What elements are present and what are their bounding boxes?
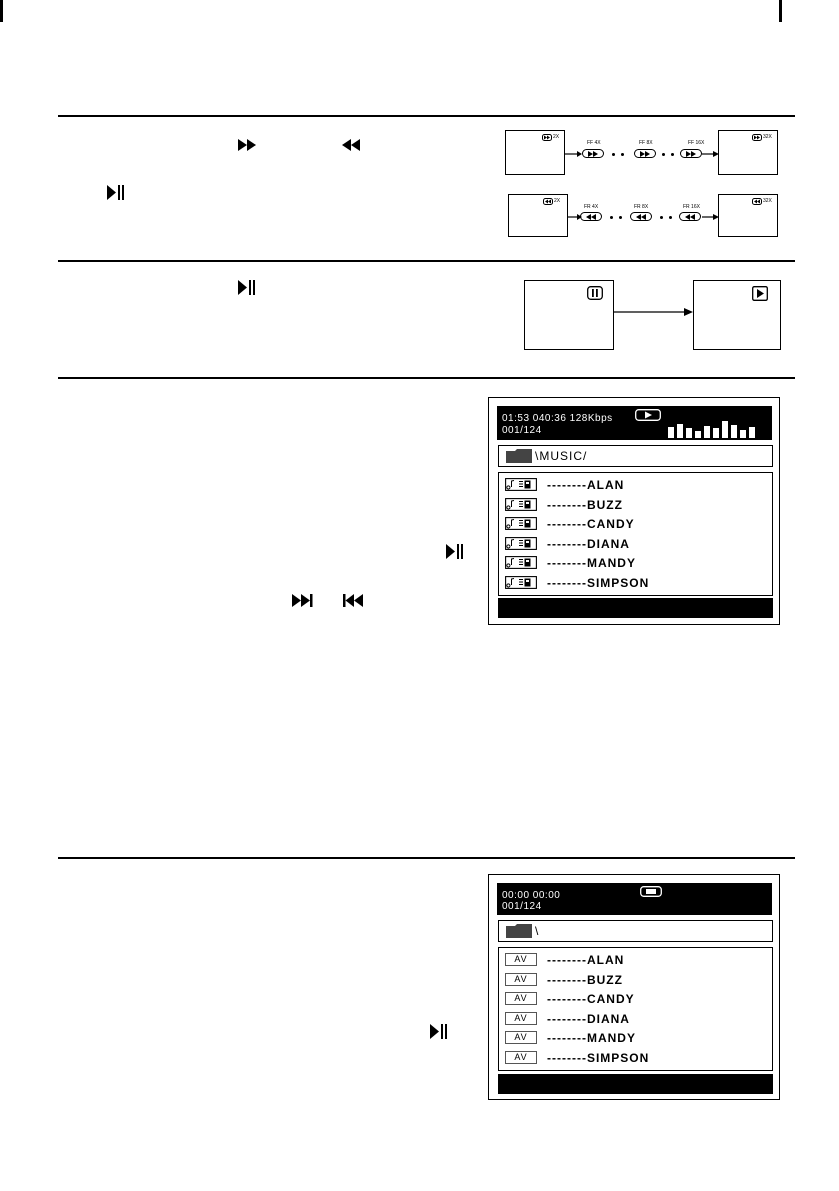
playing-screen [693,280,781,350]
ff-end-speed: 32X [763,134,772,140]
av-path-text: \ [535,924,540,938]
list-item[interactable] [505,555,765,571]
fr-step-label-3: FR 16X [683,204,700,210]
play-pause-icon [430,1024,448,1039]
av-path-bar [498,920,773,942]
section-divider-1 [58,115,795,117]
list-item-label: --------BUZZ [547,972,623,987]
fast-forward-icon [238,139,258,151]
fr-end-screen [718,194,778,237]
ff-step-label-3: FF 16X [688,140,705,146]
av-track-count: 001/124 [502,901,542,912]
av-file-list [498,947,773,1071]
previous-track-icon [343,594,365,607]
list-item-label: --------ALAN [547,953,625,967]
equalizer-bar [740,430,746,438]
play-pause-icon [446,544,464,559]
top-right-corner-line [779,0,782,22]
folder-icon [506,449,532,463]
paused-screen [524,280,614,350]
equalizer-bar [722,421,728,438]
play-icon [752,286,768,301]
list-item-label: --------MANDY [547,1031,636,1045]
list-item-label: --------SIMPSON [547,1050,650,1065]
play-pause-icon [107,185,125,200]
music-path-bar [498,445,773,467]
av-badge: AV [505,1012,537,1025]
av-badge: AV [505,953,537,966]
list-item[interactable] [505,1030,765,1046]
fr-step-label-2: FR 8X [634,204,649,210]
rewind-icon [543,198,553,205]
folder-icon [506,924,532,938]
music-file-icon [505,576,537,589]
av-header-bar [497,883,772,915]
list-item[interactable] [505,1011,765,1027]
av-badge: AV [505,992,537,1005]
music-file-icon [505,556,537,569]
pause-status-icon [640,886,662,897]
fr-end-speed: 32X [763,198,772,204]
list-item[interactable] [505,1050,765,1066]
list-item[interactable] [505,952,765,968]
ff-step-pill-1 [582,149,604,158]
ff-dot [671,153,674,156]
ff-dot [662,153,665,156]
music-header-bar [497,406,772,440]
ff-step-pill-2 [634,149,656,158]
pause-to-play-arrow [614,307,694,317]
equalizer-bar [695,431,701,438]
list-item-label: --------BUZZ [547,497,623,512]
list-item[interactable] [505,477,765,493]
equalizer-bar [749,427,755,438]
rewind-icon [752,198,762,205]
list-item-label: --------MANDY [547,556,636,570]
fr-step-label-1: FR 4X [584,204,599,210]
music-player-screen [488,397,780,625]
fr-step-pill-3 [679,212,701,221]
music-time-readout: 01:53 040:36 128Kbps [502,413,613,424]
ff-start-speed: 2X [553,134,560,140]
ff-dot [612,153,615,156]
ff-dot [621,153,624,156]
list-item[interactable] [505,575,765,591]
list-item-label: --------DIANA [547,536,630,551]
fr-dot [610,216,613,219]
list-item-label: --------ALAN [547,478,625,492]
music-file-icon [505,498,537,511]
list-item[interactable] [505,972,765,988]
equalizer-bar [668,427,674,438]
list-item-label: --------CANDY [547,992,635,1006]
ff-step-label-1: FF 4X [587,140,601,146]
av-player-screen [488,874,780,1100]
list-item[interactable] [505,991,765,1007]
music-track-count: 001/124 [502,425,542,436]
list-item[interactable] [505,497,765,513]
av-badge: AV [505,1051,537,1064]
equalizer-bar [731,425,737,438]
next-track-icon [292,594,314,607]
fr-dot [669,216,672,219]
av-badge: AV [505,1031,537,1044]
music-footer-bar [498,598,773,618]
top-left-corner-line [0,0,3,22]
music-file-list [498,472,773,596]
equalizer-bar [686,428,692,438]
ff-step-pill-3 [680,149,702,158]
equalizer-bar [677,424,683,438]
list-item[interactable] [505,536,765,552]
equalizer-bars [668,414,760,438]
play-pause-icon [238,280,256,295]
section-divider-2 [58,260,795,262]
music-file-icon [505,478,537,491]
music-path-text: \MUSIC/ [535,449,588,463]
av-badge: AV [505,973,537,986]
fr-step-pill-1 [580,212,602,221]
ff-end-screen [718,130,778,175]
music-file-icon [505,537,537,550]
section-divider-4 [58,857,795,859]
equalizer-bar [713,428,719,438]
ff-step-label-2: FF 8X [639,140,653,146]
fr-start-screen [508,194,568,237]
section-divider-3 [58,377,795,379]
fr-dot [660,216,663,219]
list-item-label: --------CANDY [547,517,635,531]
av-time-readout: 00:00 00:00 [502,890,561,901]
fr-dot [619,216,622,219]
music-file-icon [505,517,537,530]
fr-start-speed: 2X [554,198,561,204]
rewind-icon [342,139,362,151]
fr-step-pill-2 [630,212,652,221]
list-item-label: --------DIANA [547,1011,630,1026]
list-item-label: --------SIMPSON [547,575,650,590]
list-item[interactable] [505,516,765,532]
av-footer-bar [498,1074,773,1094]
fast-forward-icon [542,134,552,141]
pause-icon [587,286,603,300]
fast-forward-icon [752,134,762,141]
equalizer-bar [704,426,710,438]
play-status-icon [635,409,661,421]
ff-start-screen [505,130,565,175]
